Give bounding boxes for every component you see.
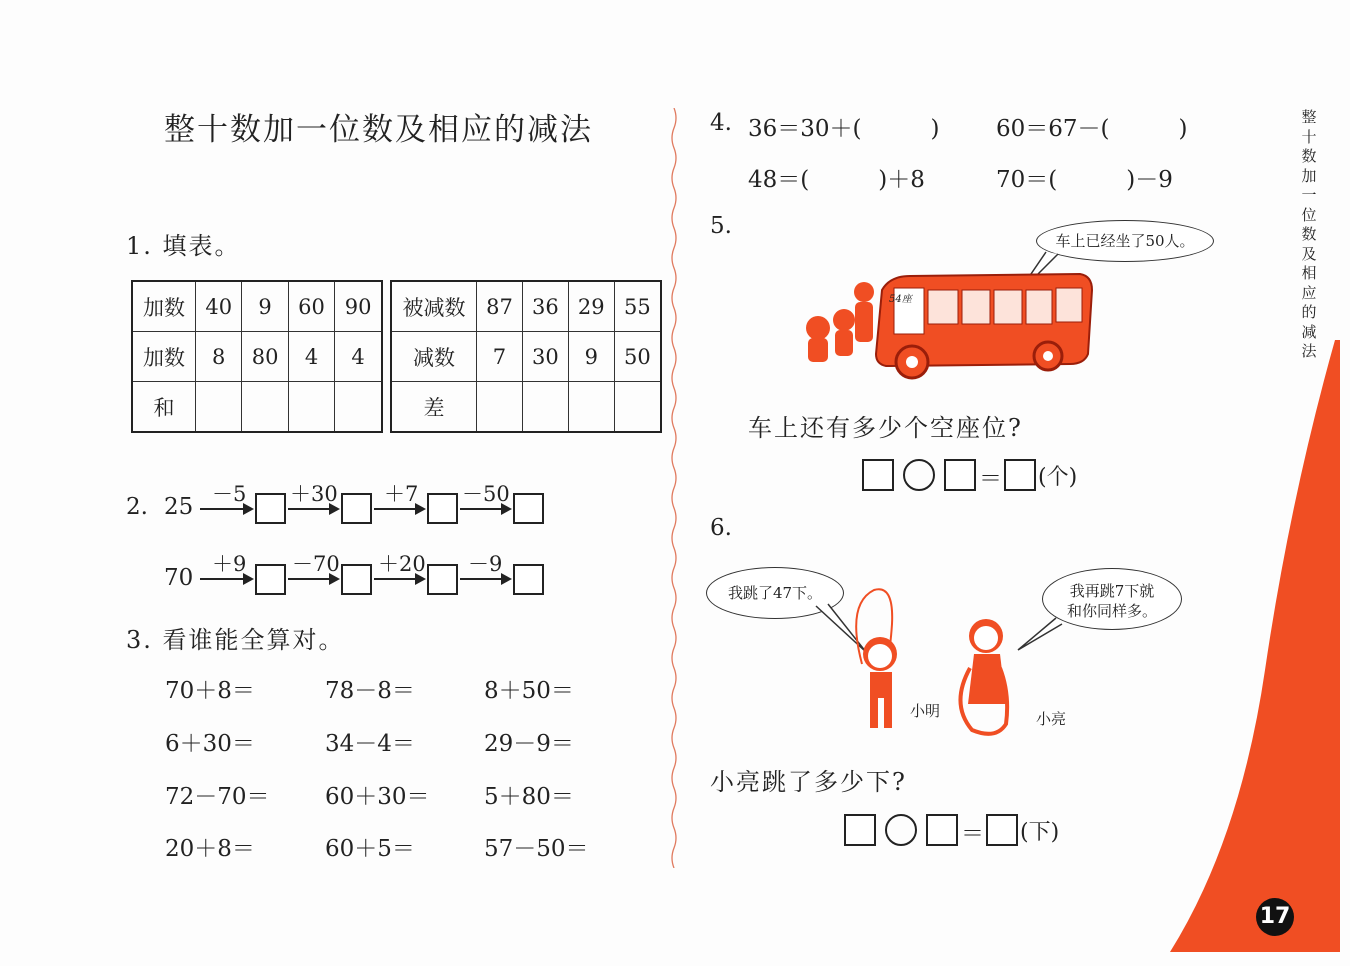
equation: 20＋8＝ bbox=[165, 836, 255, 862]
fill-in-equation: 60＝67－( ) bbox=[996, 116, 1188, 142]
equation: 8＋50＝ bbox=[484, 678, 574, 704]
fill-in-equation: 70＝( )－9 bbox=[996, 167, 1173, 193]
bus-sign: 54座 bbox=[889, 294, 912, 305]
operator-circle[interactable] bbox=[885, 814, 917, 846]
chain2-op: －70 bbox=[292, 552, 340, 576]
table-cell: 40 bbox=[196, 281, 242, 332]
answer-cell[interactable] bbox=[522, 382, 568, 433]
table-cell: 36 bbox=[522, 281, 568, 332]
chain1-op: ＋30 bbox=[290, 482, 338, 506]
table-cell: 60 bbox=[288, 281, 334, 332]
q2-label: 2. bbox=[126, 494, 148, 520]
answer-cell[interactable] bbox=[196, 382, 242, 433]
page-number: 17 bbox=[1256, 898, 1294, 936]
answer-cell[interactable] bbox=[614, 382, 661, 433]
table-cell: 9 bbox=[568, 332, 614, 382]
table-cell: 87 bbox=[477, 281, 523, 332]
table-cell: 30 bbox=[522, 332, 568, 382]
arrow-icon bbox=[460, 578, 510, 580]
equals-sign: ＝ bbox=[961, 821, 984, 847]
equation: 60＋30＝ bbox=[325, 784, 430, 810]
q3-label: 3. 看谁能全算对。 bbox=[126, 626, 345, 654]
table-header-addend: 加数 bbox=[132, 281, 196, 332]
q6-question: 小亮跳了多少下? bbox=[710, 768, 907, 796]
page-title: 整十数加一位数及相应的减法 bbox=[164, 112, 593, 148]
answer-box[interactable] bbox=[513, 493, 544, 524]
arrow-icon bbox=[374, 508, 424, 510]
answer-cell[interactable] bbox=[288, 382, 334, 433]
table-header-addend: 加数 bbox=[132, 332, 196, 382]
answer-box[interactable] bbox=[255, 493, 286, 524]
arrow-icon bbox=[460, 508, 510, 510]
equation: 60＋5＝ bbox=[325, 836, 415, 862]
kids-jumping-rope-illustration bbox=[846, 584, 1046, 740]
table-cell: 9 bbox=[242, 281, 288, 332]
equation: 57－50＝ bbox=[484, 836, 589, 862]
unit-label: (下) bbox=[1020, 820, 1060, 845]
equation: 70＋8＝ bbox=[165, 678, 255, 704]
answer-cell[interactable] bbox=[242, 382, 288, 433]
answer-box[interactable] bbox=[862, 459, 894, 491]
answer-box[interactable] bbox=[513, 564, 544, 595]
side-title: 整十数加一位数及相应的减法 bbox=[1301, 108, 1317, 360]
table-header-minuend: 被减数 bbox=[391, 281, 477, 332]
side-accent-shape bbox=[1170, 340, 1340, 952]
table-cell: 29 bbox=[568, 281, 614, 332]
answer-box[interactable] bbox=[944, 459, 976, 491]
table-header-difference: 差 bbox=[391, 382, 477, 433]
chain2-op: ＋20 bbox=[378, 552, 426, 576]
equation: 72－70＝ bbox=[165, 784, 270, 810]
table-cell: 50 bbox=[614, 332, 661, 382]
answer-cell[interactable] bbox=[477, 382, 523, 433]
subtraction-table bbox=[390, 280, 662, 433]
answer-box[interactable] bbox=[341, 493, 372, 524]
q4-label: 4. bbox=[710, 110, 732, 136]
name-xiaoming: 小明 bbox=[910, 702, 941, 720]
q5-label: 5. bbox=[710, 213, 732, 239]
arrow-icon bbox=[200, 578, 252, 580]
chain2-op: ＋9 bbox=[212, 552, 247, 576]
fill-in-equation: 48＝( )＋8 bbox=[748, 167, 925, 193]
answer-box[interactable] bbox=[926, 814, 958, 846]
name-xiaoliang: 小亮 bbox=[1036, 710, 1067, 728]
equals-sign: ＝ bbox=[979, 466, 1002, 492]
chain2-start: 70 bbox=[164, 565, 194, 591]
equation: 6＋30＝ bbox=[165, 731, 255, 757]
arrow-icon bbox=[200, 508, 252, 510]
answer-box[interactable] bbox=[255, 564, 286, 595]
arrow-icon bbox=[374, 578, 424, 580]
chain1-op: －5 bbox=[212, 482, 247, 506]
answer-box[interactable] bbox=[427, 493, 458, 524]
equation: 5＋80＝ bbox=[484, 784, 574, 810]
equation: 34－4＝ bbox=[325, 731, 415, 757]
q5-question: 车上还有多少个空座位? bbox=[748, 414, 1023, 442]
table-cell: 4 bbox=[335, 332, 382, 382]
equation: 78－8＝ bbox=[325, 678, 415, 704]
equation: 29－9＝ bbox=[484, 731, 574, 757]
answer-cell[interactable] bbox=[568, 382, 614, 433]
answer-cell[interactable] bbox=[335, 382, 382, 433]
page-divider bbox=[668, 108, 680, 868]
table-header-sum: 和 bbox=[132, 382, 196, 433]
bus-illustration bbox=[800, 268, 1100, 386]
q1-label: 1. 填表。 bbox=[126, 232, 241, 260]
table-header-subtrahend: 减数 bbox=[391, 332, 477, 382]
addition-table bbox=[131, 280, 383, 433]
q6-label: 6. bbox=[710, 515, 732, 541]
table-cell: 90 bbox=[335, 281, 382, 332]
bubble-line: 我再跳7下就 bbox=[1069, 582, 1155, 600]
answer-box[interactable] bbox=[427, 564, 458, 595]
answer-box[interactable] bbox=[844, 814, 876, 846]
bubble-line: 和你同样多。 bbox=[1066, 602, 1157, 620]
table-cell: 7 bbox=[477, 332, 523, 382]
table-cell: 55 bbox=[614, 281, 661, 332]
table-cell: 4 bbox=[288, 332, 334, 382]
chain2-op: －9 bbox=[468, 552, 503, 576]
speech-bubble-left: 我跳了47下。 bbox=[706, 567, 844, 619]
fill-in-equation: 36＝30＋( ) bbox=[748, 116, 940, 142]
arrow-icon bbox=[288, 578, 338, 580]
answer-box[interactable] bbox=[986, 814, 1018, 846]
table-cell: 80 bbox=[242, 332, 288, 382]
chain1-op: ＋7 bbox=[384, 482, 419, 506]
answer-box[interactable] bbox=[341, 564, 372, 595]
table-cell: 8 bbox=[196, 332, 242, 382]
answer-box[interactable] bbox=[1004, 459, 1036, 491]
speech-bubble: 车上已经坐了50人。 bbox=[1036, 220, 1214, 262]
unit-label: (个) bbox=[1038, 465, 1078, 490]
operator-circle[interactable] bbox=[903, 459, 935, 491]
chain1-op: －50 bbox=[462, 482, 510, 506]
chain1-start: 25 bbox=[164, 494, 194, 520]
arrow-icon bbox=[288, 508, 338, 510]
